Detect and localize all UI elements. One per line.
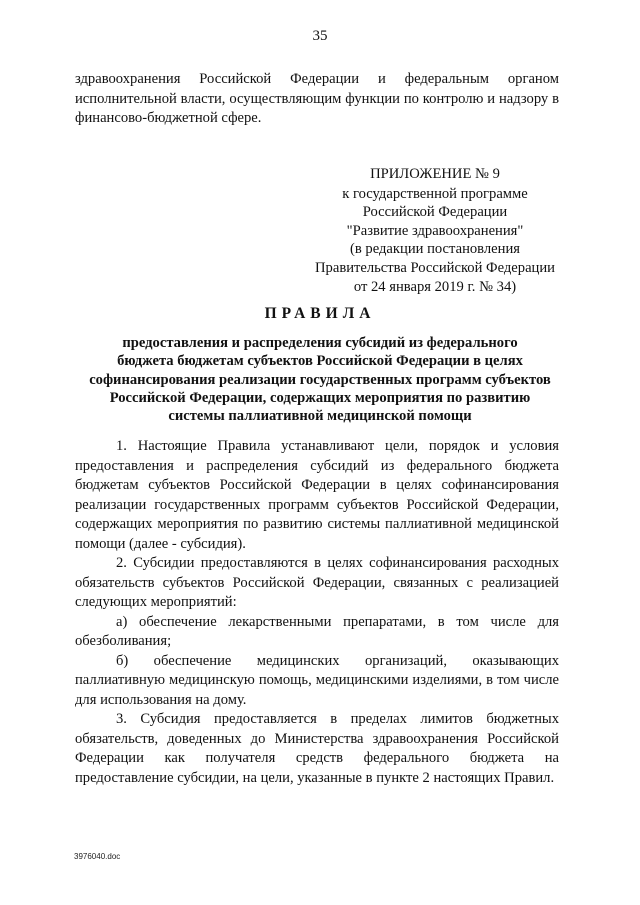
paragraph-2: 2. Субсидии предоставляются в целях софинансирования расходных обязательств субъектов Российской Федерации, связанных с реализацией следующих мероприятий:	[75, 555, 559, 610]
paragraph-1: 1. Настоящие Правила устанавливают цели, порядок и условия предоставления и распределения субсидий из федерального бюджета бюджетам субъектов Российской Федерации в целях софинансирования реализации государственных программ субъектов Российской Федерации, содержащих мероприятия по развитию системы паллиативной медицинской помощи (далее - субсидия).	[75, 438, 559, 552]
rules-subtitle	[80, 334, 560, 425]
appendix-line: к государственной программе	[342, 185, 528, 202]
paragraph-2a: а) обеспечение лекарственными препаратами, в том числе для обезболивания;	[75, 613, 559, 649]
paragraph-3: 3. Субсидия предоставляется в пределах лимитов бюджетных обязательств, доведенных до Министерства здравоохранения Российской Федерации как получателя средств федерального бюджета на предоставление субсидии, на цели, указанные в пункте 2 настоящих Правил.	[75, 711, 559, 786]
document-file-code: 3976040.doc	[74, 852, 121, 861]
rules-heading: ПРАВИЛА	[264, 305, 376, 322]
appendix-block	[300, 165, 570, 296]
subtitle-line: Российской Федерации, содержащих мероприятия по развитию	[109, 389, 531, 406]
page-number: 35	[312, 28, 328, 44]
subtitle-line: бюджета бюджетам субъектов Российской Федерации в целях	[117, 353, 523, 370]
subtitle-line: системы паллиативной медицинской помощи	[168, 408, 472, 425]
appendix-line: Правительства Российской Федерации	[315, 259, 555, 276]
appendix-title: ПРИЛОЖЕНИЕ № 9	[370, 166, 500, 182]
subtitle-line: предоставления и распределения субсидий из федерального	[122, 335, 518, 351]
continuation-paragraph: здравоохранения Российской Федерации и федеральным органом исполнительной власти, осуществляющим функции по контролю и надзору в финансово-бюджетной сфере.	[75, 71, 559, 126]
paragraph-2b: б) обеспечение медицинских организаций, оказывающих паллиативную медицинскую помощь, медицинскими изделиями, в том числе для использования на дому.	[75, 652, 559, 708]
appendix-line: от 24 января 2019 г. № 34)	[353, 278, 517, 295]
appendix-line: "Развитие здравоохранения"	[346, 222, 524, 239]
appendix-line: (в редакции постановления	[350, 241, 520, 258]
rules-body	[75, 437, 559, 788]
subtitle-line: софинансирования реализации государственных программ субъектов	[89, 371, 551, 388]
appendix-line: Российской Федерации	[362, 204, 508, 221]
